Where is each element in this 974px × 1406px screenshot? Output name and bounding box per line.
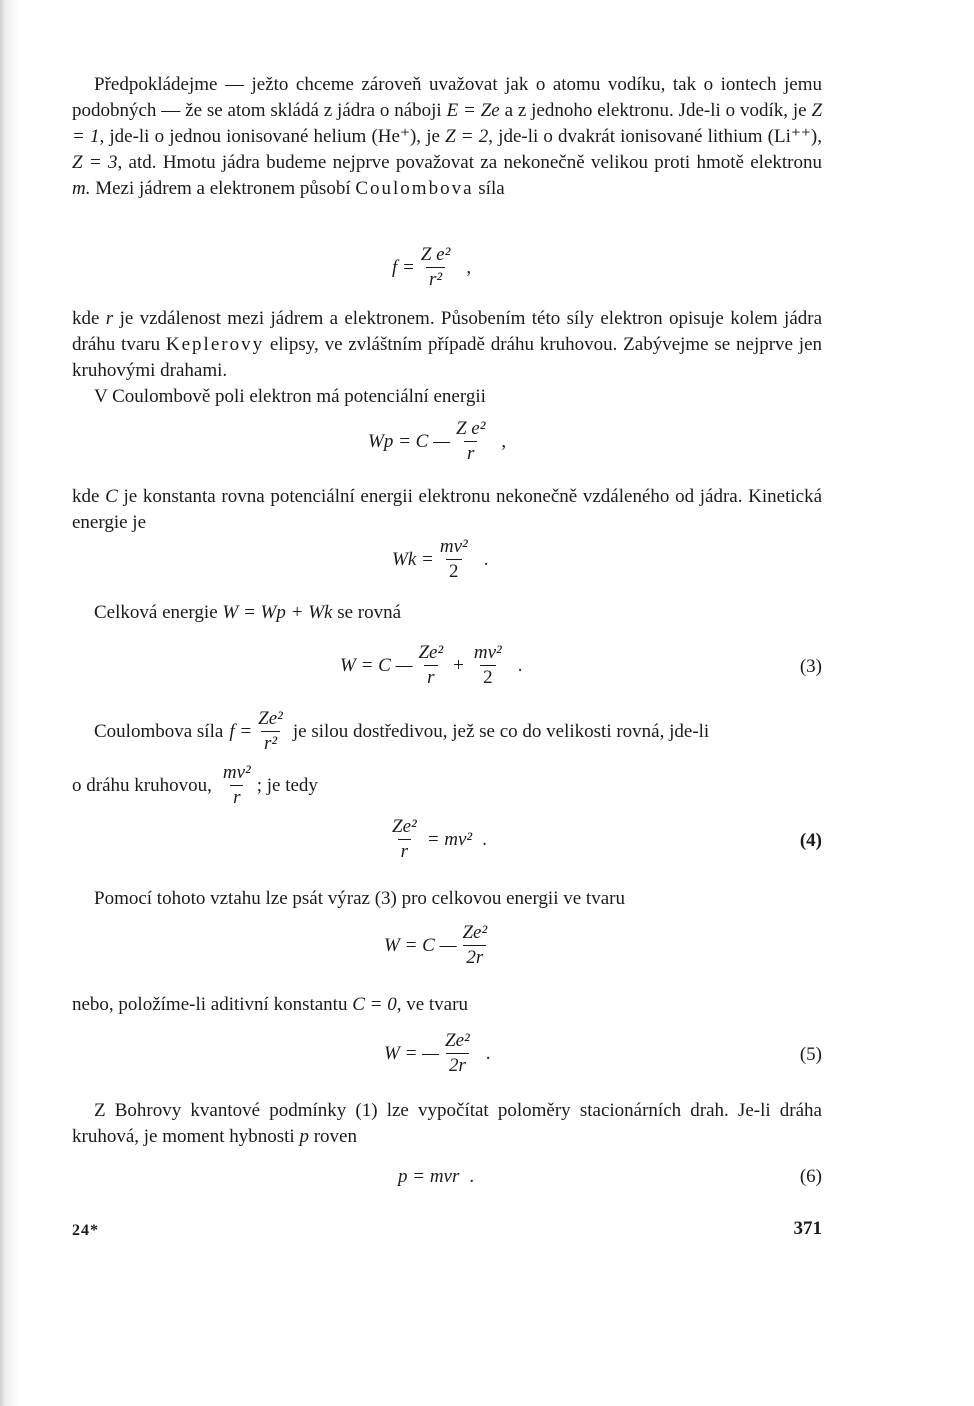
- inline-equation-force: [229, 708, 289, 755]
- eq-rhs: = mv²: [426, 828, 473, 850]
- equation-potential: [368, 418, 506, 465]
- signature-mark: 24*: [72, 1222, 99, 1239]
- symbol-Z3: Z = 3: [72, 152, 118, 173]
- fraction-denominator: r: [424, 665, 437, 689]
- equation-number-3: (3): [799, 656, 822, 677]
- fraction-numerator: mv²: [439, 536, 468, 557]
- text-run: , jde-li o jednou ionisované helium (He⁺), je: [99, 126, 440, 147]
- fraction-denominator: 2: [446, 559, 462, 583]
- fraction-numerator: Ze²: [462, 922, 488, 943]
- paragraph-rewrite: [72, 886, 822, 912]
- text-run: , jde-li o dvakrát ionisované lithium (Li⁺⁺),: [488, 126, 823, 147]
- paragraph-distance: [72, 306, 822, 384]
- text-run: je vzdálenost mezi jádrem a elektronem. Působením této síly elektron opisuje kolem jádra dráhu tvaru: [72, 308, 823, 355]
- text-run: nebo, položíme-li aditivní konstantu: [72, 994, 348, 1015]
- fraction-denominator: 2r: [463, 945, 486, 969]
- equation-6: [398, 1166, 474, 1188]
- symbol-C0: C = 0: [352, 994, 397, 1015]
- fraction: [255, 708, 286, 755]
- fraction: [437, 536, 471, 583]
- eq-lhs: W = —: [384, 1042, 440, 1064]
- text-run: Coulombova síla: [94, 720, 224, 742]
- fraction: [442, 1030, 473, 1077]
- text-run: kde: [72, 308, 100, 329]
- fraction-numerator: Ze²: [445, 1030, 470, 1051]
- eq-punct: ,: [466, 256, 472, 278]
- text-run: síla: [478, 178, 505, 199]
- symbol-Z2: Z = 2: [445, 126, 489, 147]
- symbol-r: r: [105, 308, 114, 329]
- eq-punct: .: [469, 1166, 475, 1187]
- fraction: [471, 642, 505, 689]
- fraction-numerator: Ze²: [392, 816, 417, 837]
- symbol-m: m.: [72, 178, 91, 199]
- eq-punct: .: [482, 828, 487, 850]
- fraction-denominator: r: [464, 441, 477, 465]
- eq-lhs: f =: [229, 720, 253, 742]
- paragraph-circular: [72, 762, 822, 809]
- fraction-numerator: mv²: [473, 642, 502, 663]
- paragraph-intro: [72, 72, 822, 202]
- text-run: elipsy, ve zvláštním případě dráhu kruhovou. Zabývejme se nejprve jen kruhovými drahami.: [72, 334, 822, 381]
- symbol-Z1: Z = 1: [72, 100, 823, 147]
- fraction-denominator: 2r: [446, 1053, 469, 1077]
- eq-punct: ,: [501, 430, 507, 452]
- fraction-numerator: mv²: [222, 762, 251, 783]
- eq-lhs: W = C —: [384, 934, 457, 956]
- paragraph-additive-constant: [72, 992, 822, 1018]
- fraction-denominator: r: [398, 839, 411, 863]
- eq-punct: .: [517, 654, 523, 676]
- text-run: ; je tedy: [256, 774, 318, 796]
- fraction: [459, 922, 490, 969]
- paragraph-constant: [72, 484, 822, 536]
- equation-5: [384, 1030, 491, 1077]
- equation-force: [392, 244, 471, 291]
- eq-lhs: Wp = C —: [368, 430, 450, 452]
- text-run: o dráhu kruhovou,: [72, 774, 212, 796]
- paragraph-centripetal: [72, 708, 822, 755]
- symbol-p: p: [299, 1126, 309, 1147]
- equation-3: [340, 642, 523, 689]
- equation-number-4: (4): [799, 830, 822, 851]
- text-run: , atd. Hmotu jádra budeme nejprve považovat za nekonečně velikou proti hmotě elektronu: [117, 152, 823, 173]
- eq-lhs: W = C —: [340, 654, 413, 676]
- fraction-denominator: 2: [480, 665, 496, 689]
- eq-lhs: Wk =: [392, 548, 434, 570]
- fraction-denominator: r: [230, 785, 243, 809]
- eq-punct: .: [483, 548, 489, 570]
- text-run: se rovná: [337, 602, 402, 623]
- paragraph-bohr: [72, 1098, 822, 1150]
- fraction-numerator: Ze²: [258, 708, 283, 729]
- fraction: [418, 244, 453, 291]
- fraction: [415, 642, 446, 689]
- symbol-C: C: [105, 486, 118, 507]
- fraction-numerator: Ze²: [418, 642, 444, 663]
- text-run: Předpokládejme — ježto chceme zároveň uvažovat jak o atomu vodíku, tak o iontech jemu podobných — že se atom skládá z jádra o náboji: [72, 74, 822, 121]
- equation-kinetic: [392, 536, 488, 583]
- eq-operator: +: [453, 654, 464, 676]
- equation-total: [384, 922, 493, 969]
- fraction-numerator: Z e²: [455, 418, 486, 439]
- text-run: a z jednoho elektronu. Jde-li o vodík, je: [504, 100, 807, 121]
- text-run: Pomocí tohoto vztahu lze psát výraz (3) pro celkovou energii ve tvaru: [94, 888, 625, 909]
- text-run: Celková energie: [94, 602, 218, 623]
- symbol-W-sum: W = Wp + Wk: [222, 602, 333, 623]
- symbol-E-eq-Ze: E = Ze: [446, 100, 500, 121]
- equation-4: [386, 816, 487, 863]
- equation-number-6: (6): [799, 1166, 822, 1187]
- text-run: V Coulombově poli elektron má potenciální energii: [94, 386, 486, 407]
- paragraph-potential: [72, 384, 822, 410]
- paragraph-total-energy: [72, 600, 822, 626]
- fraction: [453, 418, 488, 465]
- fraction: [220, 762, 254, 809]
- equation-number-5: (5): [799, 1044, 822, 1065]
- text-run: Z Bohrovy kvantové podmínky (1) lze vypočítat poloměry stacionárních drah. Je-li dráha kruhová, je moment hybnosti: [72, 1100, 822, 1147]
- fraction-denominator: r²: [426, 267, 445, 291]
- fraction: [389, 816, 420, 863]
- text-run: roven: [313, 1126, 357, 1147]
- text-run: Mezi jádrem a elektronem působí: [95, 178, 351, 199]
- text-run: je konstanta rovna potenciální energii elektronu nekonečně vzdáleného od jádra. Kinetická energie je: [72, 486, 823, 533]
- text-run: kde: [72, 486, 100, 507]
- eq-punct: .: [485, 1042, 491, 1064]
- eq-body: p = mvr: [398, 1166, 460, 1187]
- fraction-numerator: Z e²: [420, 244, 451, 265]
- text-run: , ve tvaru: [396, 994, 468, 1015]
- page-number: 371: [793, 1218, 822, 1239]
- name-coulomb: Coulombova: [355, 178, 474, 199]
- text-run: je silou dostředivou, jež se co do velikosti rovná, jde-li: [292, 720, 710, 742]
- eq-lhs: f =: [392, 256, 415, 278]
- name-kepler: Keplerovy: [165, 334, 265, 355]
- fraction-denominator: r²: [261, 731, 280, 755]
